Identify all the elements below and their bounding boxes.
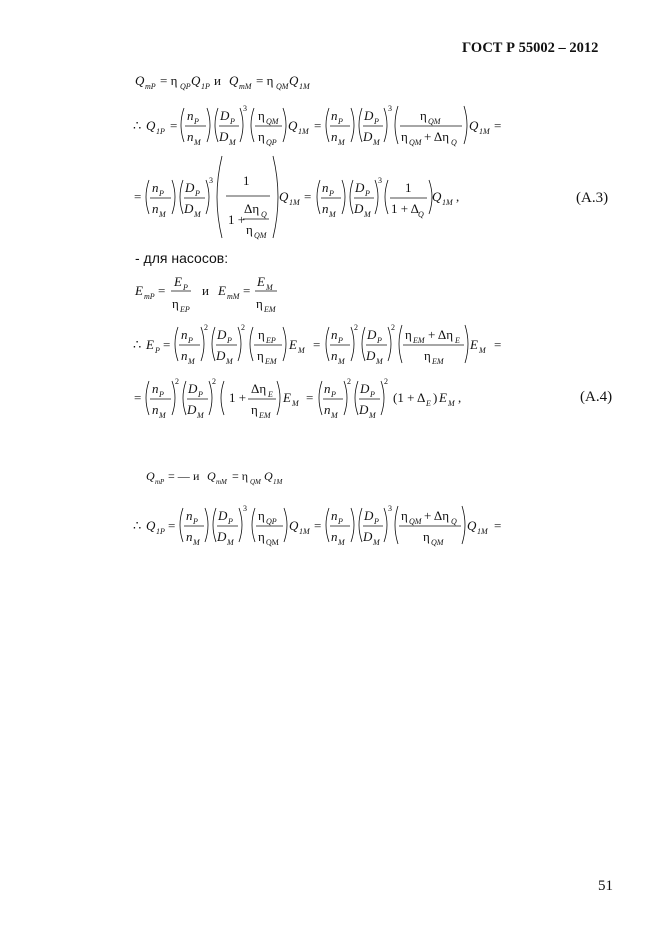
svg-text:n: n <box>152 201 159 216</box>
svg-text:M: M <box>373 138 380 147</box>
svg-text:M: M <box>266 283 273 292</box>
svg-text:Q: Q <box>279 189 289 204</box>
svg-text:Q: Q <box>432 189 442 204</box>
svg-text:= η: = η <box>232 469 249 483</box>
svg-text:E: E <box>426 399 431 408</box>
svg-text:1P: 1P <box>201 82 210 91</box>
svg-text:M: M <box>188 357 195 366</box>
svg-text:QM: QM <box>254 231 267 240</box>
svg-text:η: η <box>258 327 265 342</box>
svg-text:n: n <box>186 529 193 544</box>
svg-text:Q: Q <box>146 469 155 483</box>
svg-text:D: D <box>366 348 376 363</box>
svg-text:D: D <box>363 529 373 544</box>
svg-text:P: P <box>183 283 188 292</box>
svg-text:Q: Q <box>451 517 457 526</box>
svg-text:P: P <box>198 390 203 399</box>
svg-text:η: η <box>258 508 265 523</box>
svg-text:E: E <box>289 337 297 352</box>
svg-text:M: M <box>338 357 345 366</box>
svg-text:3: 3 <box>209 176 213 185</box>
svg-text:E: E <box>455 336 460 345</box>
svg-text:P: P <box>188 336 193 345</box>
svg-text:2: 2 <box>391 323 395 332</box>
svg-text:E: E <box>470 337 478 352</box>
svg-text:P: P <box>338 517 343 526</box>
svg-text:Q: Q <box>418 210 424 219</box>
svg-text:P: P <box>230 117 235 126</box>
svg-text:=: = <box>163 337 171 352</box>
formula-line-1 <box>0 66 661 96</box>
svg-text:E: E <box>135 283 143 298</box>
svg-text:Q: Q <box>261 210 267 219</box>
svg-text:= η: = η <box>256 73 274 88</box>
svg-text:3: 3 <box>243 504 247 513</box>
svg-text:,: , <box>456 189 460 204</box>
svg-text:M: M <box>227 538 234 547</box>
svg-text:=: = <box>494 518 502 533</box>
svg-text:M: M <box>376 357 383 366</box>
svg-text:mP: mP <box>145 82 156 91</box>
svg-text:M: M <box>364 210 371 219</box>
svg-text:η: η <box>401 508 408 523</box>
svg-text:n: n <box>181 327 188 342</box>
svg-text:n: n <box>331 348 338 363</box>
svg-text:M: M <box>226 357 233 366</box>
svg-text:n: n <box>331 129 338 144</box>
svg-text:1M: 1M <box>273 478 283 486</box>
svg-text:P: P <box>374 117 379 126</box>
svg-text:P: P <box>227 336 232 345</box>
svg-text:Q: Q <box>146 518 156 533</box>
svg-text:QM: QM <box>250 478 261 486</box>
svg-text:EP: EP <box>266 336 276 345</box>
svg-text:1P: 1P <box>156 527 165 536</box>
svg-text:2: 2 <box>212 377 216 386</box>
svg-text:∴: ∴ <box>133 518 142 533</box>
formula-line-3 <box>0 150 661 246</box>
svg-text:Δη: Δη <box>244 201 260 216</box>
svg-text:=: = <box>494 337 502 352</box>
svg-text:n: n <box>187 108 194 123</box>
svg-text:P: P <box>155 346 160 355</box>
svg-text:P: P <box>193 517 198 526</box>
svg-text:+ Δη: + Δη <box>428 327 454 342</box>
svg-text:D: D <box>359 402 369 417</box>
svg-text:n: n <box>152 381 159 396</box>
svg-text:n: n <box>324 381 331 396</box>
svg-text:D: D <box>216 348 226 363</box>
svg-text:η: η <box>258 108 265 123</box>
svg-text:EM: EM <box>264 305 276 314</box>
svg-text:D: D <box>184 201 194 216</box>
svg-text:3: 3 <box>388 504 392 513</box>
svg-text:=: = <box>304 189 312 204</box>
svg-text:∴: ∴ <box>133 337 142 352</box>
svg-text:=: = <box>494 118 502 133</box>
equation-tag-a4: (А.4) <box>580 389 613 405</box>
svg-text:=: = <box>134 189 142 204</box>
svg-text:P: P <box>331 390 336 399</box>
svg-text:2: 2 <box>384 377 388 386</box>
svg-text:QM: QM <box>409 138 422 147</box>
svg-text:M: M <box>194 210 201 219</box>
svg-text:QM: QM <box>266 538 279 547</box>
svg-text:P: P <box>195 189 200 198</box>
svg-text:D: D <box>354 201 364 216</box>
svg-text:EM: EM <box>265 357 277 366</box>
svg-text:n: n <box>324 402 331 417</box>
svg-text:η: η <box>423 529 430 544</box>
svg-text:D: D <box>364 108 374 123</box>
svg-text:M: M <box>159 411 166 420</box>
svg-text:QP: QP <box>266 517 277 526</box>
svg-text:M: M <box>329 210 336 219</box>
svg-text:η: η <box>401 129 408 144</box>
svg-text:E: E <box>174 274 182 289</box>
formula-line-4 <box>0 272 661 316</box>
svg-text:M: M <box>159 210 166 219</box>
svg-text:Q: Q <box>207 469 216 483</box>
svg-text:=: = <box>170 118 178 133</box>
svg-text:и: и <box>193 469 200 483</box>
svg-text:E: E <box>439 390 447 405</box>
svg-text:M: M <box>338 138 345 147</box>
formula-line-5 <box>0 320 661 368</box>
svg-text:1 +: 1 + <box>228 212 246 227</box>
svg-text:P: P <box>374 517 379 526</box>
svg-text:QP: QP <box>180 82 191 91</box>
svg-text:Q: Q <box>264 469 273 483</box>
svg-text:1 +: 1 + <box>229 390 247 405</box>
svg-text:η: η <box>257 348 264 363</box>
formula-line-8 <box>0 500 661 552</box>
svg-text:Q: Q <box>135 73 145 88</box>
svg-text:P: P <box>228 517 233 526</box>
svg-text:3: 3 <box>378 176 382 185</box>
svg-text:P: P <box>377 336 382 345</box>
svg-text:1: 1 <box>405 180 412 195</box>
svg-text:D: D <box>360 381 370 396</box>
svg-text:M: M <box>373 538 380 547</box>
svg-text:+ Δη: + Δη <box>424 129 450 144</box>
document-header: ГОСТ Р 55002 – 2012 <box>462 40 599 56</box>
svg-text:M: M <box>479 346 486 355</box>
svg-text:3: 3 <box>243 104 247 113</box>
svg-text:E: E <box>257 274 265 289</box>
svg-text:P: P <box>370 390 375 399</box>
svg-text:EM: EM <box>413 336 425 345</box>
svg-text:η: η <box>405 327 412 342</box>
svg-text:1M: 1M <box>299 82 310 91</box>
svg-text:QM: QM <box>266 117 279 126</box>
svg-text:mP: mP <box>155 478 165 486</box>
conjunction: и <box>214 73 221 88</box>
svg-text:D: D <box>364 508 374 523</box>
svg-text:=: = <box>306 390 314 405</box>
section-label-pumps: - для насосов: <box>135 250 229 266</box>
svg-text:1M: 1M <box>299 527 310 536</box>
svg-text:3: 3 <box>388 104 392 113</box>
svg-text:+ Δη: + Δη <box>424 508 450 523</box>
svg-text:QM: QM <box>276 82 289 91</box>
svg-text:D: D <box>220 108 230 123</box>
svg-text:=: = <box>243 283 251 298</box>
svg-text:): ) <box>433 390 438 405</box>
svg-text:EM: EM <box>259 411 271 420</box>
svg-text:M: M <box>298 346 305 355</box>
svg-text:Q: Q <box>289 518 299 533</box>
svg-text:P: P <box>159 390 164 399</box>
svg-text:n: n <box>186 508 193 523</box>
svg-text:η: η <box>246 222 253 237</box>
svg-text:n: n <box>322 180 329 195</box>
svg-text:E: E <box>268 390 273 399</box>
svg-text:QM: QM <box>409 517 422 526</box>
svg-text:=: = <box>134 390 142 405</box>
svg-text:η: η <box>424 348 431 363</box>
svg-text:D: D <box>363 129 373 144</box>
svg-text:E: E <box>146 337 154 352</box>
svg-text:η: η <box>258 529 265 544</box>
svg-text:2: 2 <box>354 323 358 332</box>
svg-text:D: D <box>367 327 377 342</box>
svg-text:1M: 1M <box>477 527 488 536</box>
svg-text:Q: Q <box>451 138 457 147</box>
svg-text:1M: 1M <box>289 198 300 207</box>
svg-text:mM: mM <box>239 82 252 91</box>
equation-tag-a3: (А.3) <box>576 190 609 206</box>
svg-text:M: M <box>448 399 455 408</box>
svg-text:QM: QM <box>428 117 441 126</box>
svg-text:Q: Q <box>467 518 477 533</box>
svg-text:η: η <box>258 129 265 144</box>
svg-text:M: M <box>292 399 299 408</box>
svg-text:,: , <box>458 390 462 405</box>
formula-line-6 <box>0 376 661 424</box>
svg-text:QM: QM <box>431 538 444 547</box>
svg-text:P: P <box>338 117 343 126</box>
svg-text:D: D <box>219 129 229 144</box>
svg-text:M: M <box>193 538 200 547</box>
svg-text:P: P <box>159 189 164 198</box>
svg-text:=: = <box>158 283 166 298</box>
svg-text:D: D <box>355 180 365 195</box>
svg-text:Q: Q <box>191 73 201 88</box>
svg-text:=: = <box>313 337 321 352</box>
svg-text:2: 2 <box>347 377 351 386</box>
svg-text:EM: EM <box>432 357 444 366</box>
formula-line-7 <box>0 462 661 490</box>
svg-text:EP: EP <box>180 305 190 314</box>
svg-text:=: = <box>168 518 176 533</box>
svg-text:n: n <box>152 180 159 195</box>
svg-text:Q: Q <box>469 118 479 133</box>
svg-text:n: n <box>181 348 188 363</box>
svg-text:P: P <box>194 117 199 126</box>
svg-text:D: D <box>218 508 228 523</box>
svg-text:D: D <box>188 381 198 396</box>
svg-text:=: = <box>314 518 322 533</box>
svg-text:n: n <box>331 327 338 342</box>
svg-text:n: n <box>152 402 159 417</box>
svg-text:1M: 1M <box>298 127 309 136</box>
svg-text:M: M <box>229 138 236 147</box>
svg-text:и: и <box>202 283 209 298</box>
svg-text:D: D <box>217 327 227 342</box>
svg-text:2: 2 <box>204 323 208 332</box>
svg-text:P: P <box>365 189 370 198</box>
svg-text:D: D <box>217 529 227 544</box>
svg-text:n: n <box>331 108 338 123</box>
svg-text:P: P <box>338 336 343 345</box>
svg-text:n: n <box>331 508 338 523</box>
svg-text:Q: Q <box>229 73 239 88</box>
svg-text:E: E <box>218 283 226 298</box>
svg-text:E: E <box>283 390 291 405</box>
svg-text:η: η <box>420 108 427 123</box>
svg-text:= —: = — <box>168 469 190 483</box>
svg-text:1M: 1M <box>442 198 453 207</box>
svg-text:η: η <box>251 402 258 417</box>
svg-text:D: D <box>185 180 195 195</box>
svg-text:2: 2 <box>241 323 245 332</box>
svg-text:Δη: Δη <box>251 381 267 396</box>
svg-text:1: 1 <box>243 173 250 188</box>
svg-text:Q: Q <box>146 118 156 133</box>
svg-text:M: M <box>197 411 204 420</box>
svg-text:=: = <box>314 118 322 133</box>
svg-text:M: M <box>331 411 338 420</box>
svg-text:M: M <box>369 411 376 420</box>
svg-text:∴: ∴ <box>133 118 142 133</box>
svg-text:mP: mP <box>144 292 155 301</box>
svg-text:1M: 1M <box>479 127 490 136</box>
svg-text:η: η <box>256 296 263 311</box>
svg-text:M: M <box>338 538 345 547</box>
svg-text:mM: mM <box>227 292 240 301</box>
svg-text:η: η <box>172 296 179 311</box>
svg-text:n: n <box>331 529 338 544</box>
formula-line-2 <box>0 100 661 150</box>
svg-text:D: D <box>187 402 197 417</box>
svg-text:1P: 1P <box>156 127 165 136</box>
svg-text:mM: mM <box>216 478 227 486</box>
svg-text:M: M <box>194 138 201 147</box>
page-number: 51 <box>598 878 613 894</box>
svg-text:Q: Q <box>289 73 299 88</box>
svg-text:n: n <box>322 201 329 216</box>
svg-text:n: n <box>187 129 194 144</box>
svg-text:P: P <box>329 189 334 198</box>
svg-text:2: 2 <box>175 377 179 386</box>
svg-text:(1 + Δ: (1 + Δ <box>393 390 426 405</box>
svg-text:Q: Q <box>288 118 298 133</box>
svg-text:QP: QP <box>266 138 277 147</box>
svg-text:= η: = η <box>160 73 178 88</box>
svg-text:1 + Δ: 1 + Δ <box>391 201 419 216</box>
